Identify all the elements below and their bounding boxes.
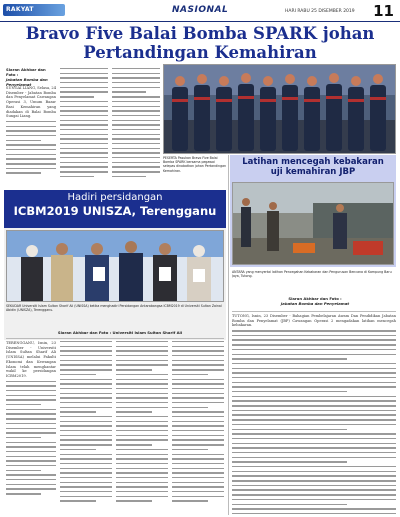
story2-byline-2: Jabatan Bomba dan Penyelamat (280, 301, 350, 306)
logo-text: RAKYAT (6, 6, 34, 13)
text-lines (232, 330, 396, 514)
story2-headline-line1: Latihan mencegah kebakaran (242, 157, 384, 167)
newspaper-logo (3, 4, 65, 16)
story2-byline-1: Siaran Akhbar dan Foto : (288, 296, 342, 301)
story3-byline: Siaran Akhbar dan Foto : Universiti Islam Sultan Sharif Ali (57, 330, 183, 335)
story2-byline (270, 296, 360, 306)
masthead (0, 0, 400, 22)
story1-headline-line1: Bravo Five Balai Bomba SPARK johan (25, 24, 375, 43)
story3-photo (6, 230, 224, 302)
text-lines (60, 68, 108, 177)
story1-text-col3b (112, 156, 160, 186)
story3-text-col1 (6, 341, 56, 513)
story3-text-col3 (116, 341, 168, 513)
story1-caption: PESERTA Pasukan Bravo Five Balai Bomba SPARK bersama pegawai selepas dinobatkan johan Pertandingan Kemahiran. (163, 156, 227, 173)
story1-byline-2: Jabatan Bomba dan Penyelamat (6, 77, 48, 87)
issue-date: HARI RABU 25 DISEMBER 2019 (285, 9, 355, 14)
text-lines (172, 341, 224, 502)
story1-headline (10, 24, 390, 62)
story2-caption: ANTARA yang menyertai latihan Pencegahan Kebakaran dan Pengurusan Bencana di Kampung Baru Jaya, Tutong. (232, 270, 392, 279)
firefighters-photo (164, 65, 396, 154)
story1-text-col1 (6, 86, 56, 186)
divider (232, 311, 396, 312)
story2-headline (232, 157, 394, 177)
story3-lead: TERENGGANU, Isnin, 23 Disember - Universiti Islam Sultan Sharif Ali (UNISSA) melalui Fakulti Ekonomi dan Kewangan Islam telah menghantar wakil ke persidangan ICBM2019. (6, 341, 56, 378)
story2-photo (232, 182, 394, 265)
story1-text-col2 (60, 68, 108, 186)
story3-headline-line2: ICBM2019 UNISZA, Terengganu (13, 203, 217, 218)
fire-training-photo (233, 183, 394, 265)
story1-byline-1: Siaran Akhbar dan Foto : (6, 67, 46, 77)
story1-lead: SUNGAI LIANG, Selasa, 24 Disember - Jabatan Bomba dan Penyelamat Cawangan Operasi 3, Umum Bazar Basi Kemahiran yang diadakan di Balai Bomba Sungai Liang. (6, 86, 56, 119)
story3-text-col4 (172, 341, 224, 513)
page-number: 11 (373, 2, 394, 20)
divider (6, 338, 224, 339)
story3-caption: SEKUDAR Universiti Islam Sultan Sharif Ali (UNISSA) ketika menghadiri Persidangan Antarabangsa ICBM2019 di Universiti Sultan Zainal Abidin (UNISZA), Terengganu. (6, 304, 222, 313)
text-lines (6, 121, 56, 174)
story2-headline-line2: uji kemahiran JBP (270, 167, 356, 177)
text-lines (60, 341, 112, 502)
story1-photo (163, 64, 396, 154)
story3-headline-line1: Hadiri persidangan (67, 192, 163, 203)
text-lines (116, 341, 168, 502)
column-rule (228, 155, 229, 515)
story1-byline (6, 67, 56, 87)
conference-photo (7, 231, 224, 302)
section-title: NASIONAL (172, 5, 229, 15)
story3-text-col2 (60, 341, 112, 513)
story1-headline-line2: Pertandingan Kemahiran (83, 43, 317, 62)
story2-text (232, 314, 396, 514)
story2-lead: TUTONG, Isnin, 23 Disember - Bahagian Pembelajaran Awam Dan Pendidikan Jabatan Bomba dan Penyelamat (JBP) Cawangan Operasi 2 mengadakan latihan mencegah kebakaran. (232, 314, 396, 328)
story3-headline (6, 192, 224, 217)
text-lines (6, 381, 56, 495)
